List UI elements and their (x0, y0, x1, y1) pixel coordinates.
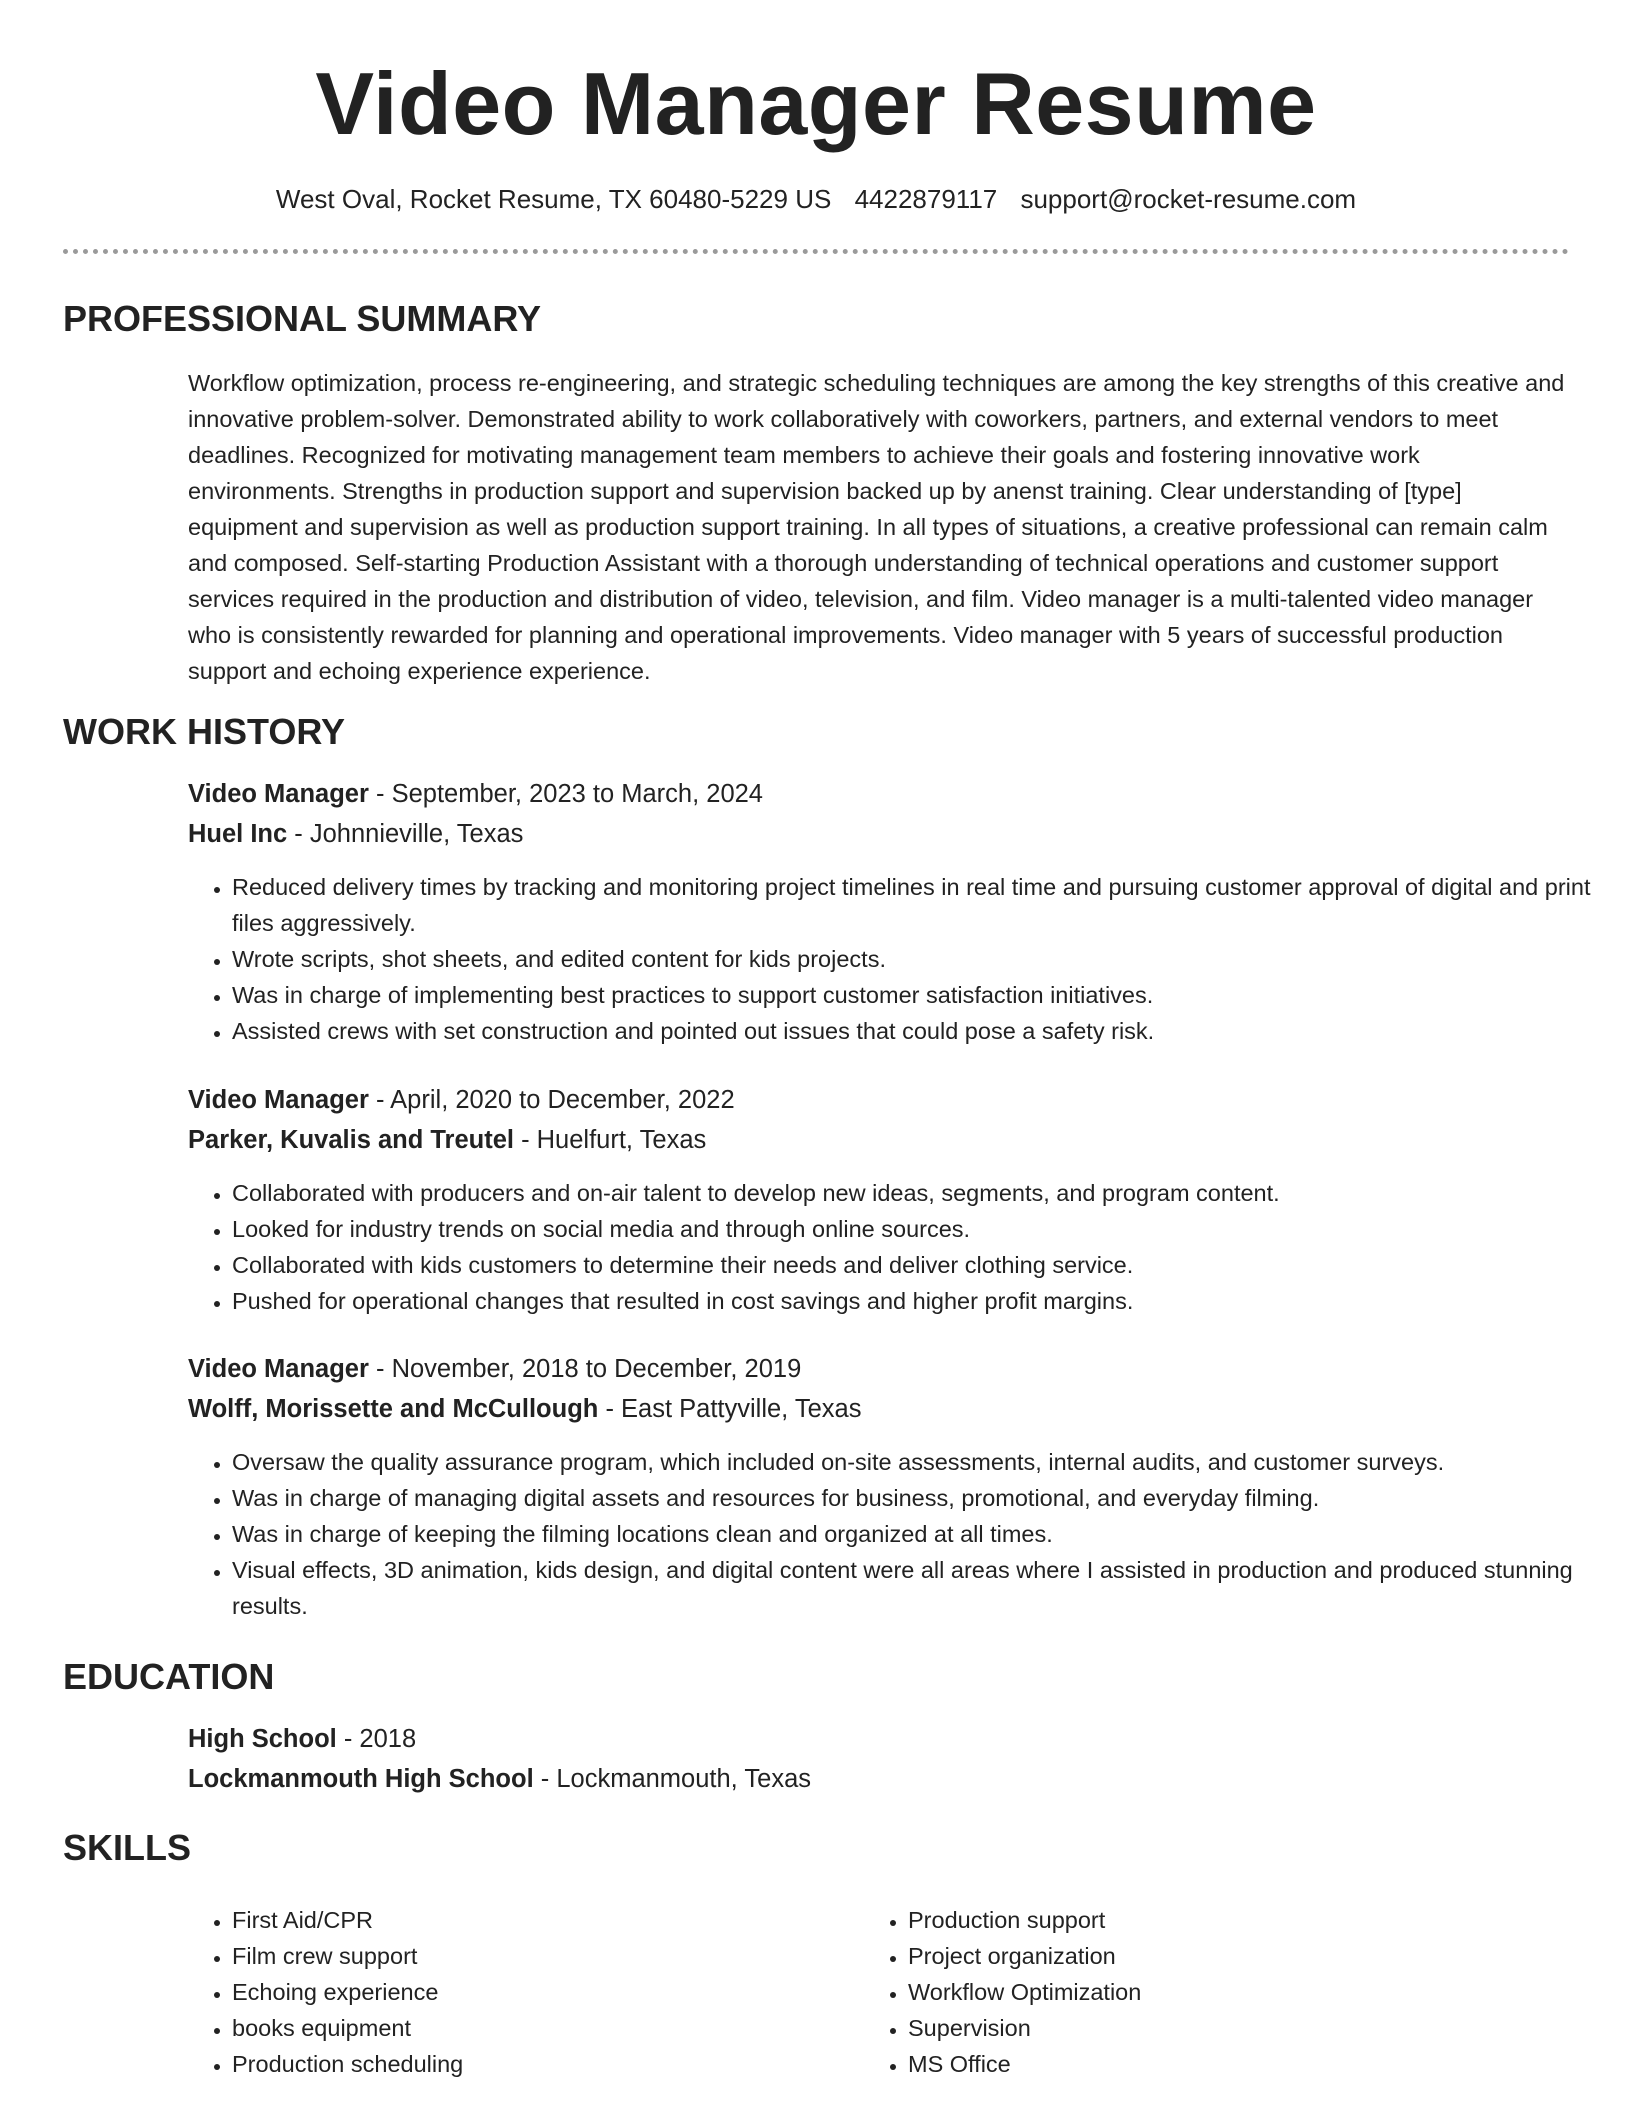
education-degree-line (188, 1721, 416, 1757)
resume-title: Video Manager Resume (315, 54, 1317, 153)
summary-heading: PROFESSIONAL SUMMARY (63, 298, 542, 339)
list-item: • Production scheduling (232, 2046, 852, 2082)
work-history-heading: WORK HISTORY (63, 711, 346, 752)
education-degree: High School (188, 1725, 337, 1753)
list-item: • books equipment (232, 2010, 852, 2046)
job-1-title-line (188, 776, 763, 812)
list-item: • Visual effects, 3D animation, kids design, and digital content were all areas where I assisted in production and produced stunning results. (232, 1552, 1614, 1624)
job-3-dates: - November, 2018 to December, 2019 (368, 1355, 802, 1383)
skills-heading: SKILLS (63, 1827, 192, 1868)
job-3-bullets (188, 1444, 1614, 1624)
list-item: • Pushed for operational changes that resulted in cost savings and higher profit margins. (232, 1283, 1614, 1319)
list-item: • Wrote scripts, shot sheets, and edited content for kids projects. (232, 941, 1614, 977)
list-item: • Looked for industry trends on social media and through online sources. (232, 1211, 1614, 1247)
list-item: • Was in charge of keeping the filming locations clean and organized at all times. (232, 1516, 1614, 1552)
list-item: • Production support (908, 1902, 1558, 1938)
list-item: • MS Office (908, 2046, 1558, 2082)
list-item: • Assisted crews with set construction and pointed out issues that could pose a safety risk. (232, 1013, 1614, 1049)
list-item: • Workflow Optimization (908, 1974, 1558, 2010)
list-item: • Collaborated with producers and on-air talent to develop new ideas, segments, and program content. (232, 1175, 1614, 1211)
job-2-title: Video Manager (188, 1086, 369, 1114)
job-1-company-line (188, 816, 523, 852)
job-1-dates: - September, 2023 to March, 2024 (368, 780, 763, 808)
list-item: • Echoing experience (232, 1974, 852, 2010)
contact-address: West Oval, Rocket Resume, TX 60480-5229 US (275, 184, 832, 214)
job-1-title: Video Manager (188, 780, 369, 808)
skills-list-right (864, 1902, 1558, 2082)
list-item: • Collaborated with kids customers to determine their needs and deliver clothing service. (232, 1247, 1614, 1283)
header-divider (63, 249, 1569, 254)
list-item: • Oversaw the quality assurance program, which included on-site assessments, internal audits, and customer surveys. (232, 1444, 1614, 1480)
job-1-location: - Johnnieville, Texas (287, 820, 524, 848)
education-school-line (188, 1761, 811, 1797)
list-item: • Was in charge of managing digital assets and resources for business, promotional, and everyday filming. (232, 1480, 1614, 1516)
summary-text: Workflow optimization, process re-engineering, and strategic scheduling techniques are among the key strengths of this creative and innovative problem-solver. Demonstrated ability to work collaboratively with coworkers, partners, and external vendors to meet deadlines. Recognized for motivating management team members to achieve their goals and fostering innovative work environments. Strengths in production support and supervision backed up by anenst training. Clear understanding of [type] equipment and supervision as well as production support training. In all types of situations, a creative professional can remain calm and composed. Self-starting Production Assistant with a thorough understanding of technical operations and customer support services required in the production and distribution of video, television, and film. Video manager is a multi-talented video manager who is consistently rewarded for planning and operational improvements. Video manager with 5 years of successful production support and echoing experience experience. (188, 370, 1565, 684)
job-3-title: Video Manager (188, 1355, 369, 1383)
job-1-company: Huel Inc (188, 820, 288, 848)
job-3-company-line (188, 1391, 862, 1427)
education-year: - 2018 (336, 1725, 417, 1753)
job-2-company-line (188, 1122, 706, 1158)
contact-email: support@rocket-resume.com (1020, 184, 1357, 214)
job-2-dates: - April, 2020 to December, 2022 (368, 1086, 735, 1114)
job-2-bullets (188, 1175, 1614, 1319)
contact-phone: 4422879117 (854, 184, 998, 214)
job-3-title-line (188, 1351, 801, 1387)
job-2-title-line (188, 1082, 735, 1118)
job-2-company: Parker, Kuvalis and Treutel (188, 1126, 514, 1154)
list-item: • Was in charge of implementing best practices to support customer satisfaction initiatives. (232, 977, 1614, 1013)
list-item: • Film crew support (232, 1938, 852, 1974)
list-item: • First Aid/CPR (232, 1902, 852, 1938)
skills-list-left (188, 1902, 852, 2082)
job-3-location: - East Pattyville, Texas (598, 1395, 862, 1423)
list-item: • Project organization (908, 1938, 1558, 1974)
education-location: - Lockmanmouth, Texas (533, 1765, 811, 1793)
contact-line (0, 182, 1632, 216)
job-3-company: Wolff, Morissette and McCullough (188, 1395, 599, 1423)
education-heading: EDUCATION (63, 1656, 275, 1697)
job-2-location: - Huelfurt, Texas (513, 1126, 707, 1154)
list-item: • Supervision (908, 2010, 1558, 2046)
education-school: Lockmanmouth High School (188, 1765, 534, 1793)
list-item: • Reduced delivery times by tracking and monitoring project timelines in real time and pursuing customer approval of digital and print files aggressively. (232, 869, 1614, 941)
job-1-bullets (188, 869, 1614, 1049)
